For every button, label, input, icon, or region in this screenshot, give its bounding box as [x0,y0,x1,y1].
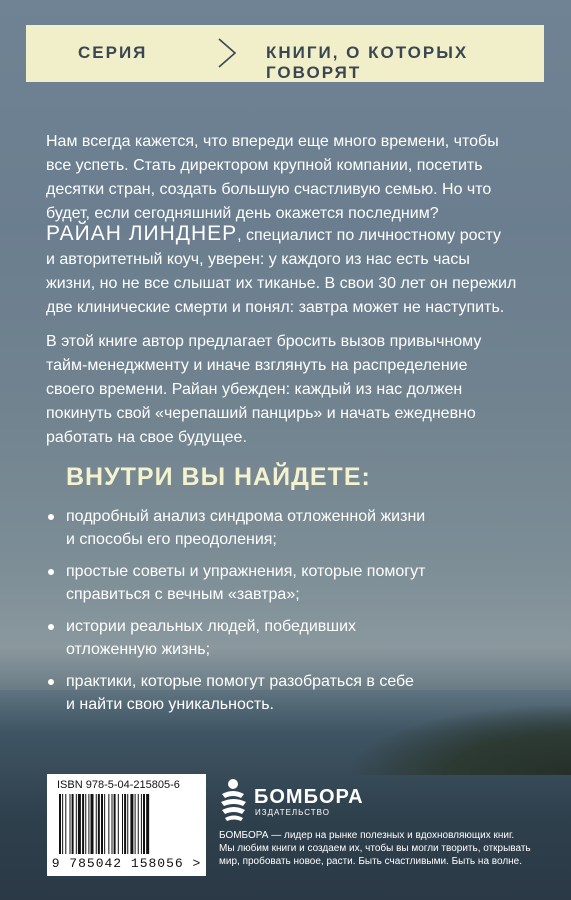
series-banner [26,25,544,82]
text-fragment: , специалист по личностному росту [237,227,501,244]
intro-paragraph [46,130,546,226]
bullet-icon [48,514,54,520]
text-line: БОМБОРА — лидер на рынке полезных и вдохновляющих книг. [219,830,515,841]
text-line: подробный анализ синдрома отложенной жизни [66,508,426,525]
text-line: все успеть. Стать директором крупной компании, посетить [46,157,483,174]
text-line: и авторитетный коуч, уверен: у каждого из нас есть часы [46,251,470,268]
text-line: В этой книге автор предлагает бросить вызов привычному [46,333,482,350]
features-list [46,505,526,725]
text-line: тайм-менеджменту и иначе взглянуть на распределение [46,357,468,374]
text-line [46,222,546,248]
series-label: СЕРИЯ [78,43,148,62]
publisher-description [219,829,549,868]
series-name: КНИГИ, О КОТОРЫХ ГОВОРЯТ [266,43,469,82]
bullet-icon [48,679,54,685]
chevron-right-icon [209,36,243,70]
text-line: практики, которые помогут разобраться в себе [66,673,414,690]
book-paragraph [46,330,546,450]
text-line: и способы его преодоления; [66,531,277,548]
text-line: Нам всегда кажется, что впереди еще много времени, чтобы [46,133,499,150]
text-line: две клинические смерти и понял: завтра может не наступить. [46,299,505,316]
bullet-icon [48,624,54,630]
list-item [46,505,526,551]
text-line: работать на свое будущее. [46,429,247,446]
text-line: десятки стран, создать большую счастливую семью. Но что [46,181,492,198]
list-item [46,560,526,606]
publisher-subtitle: ИЗДАТЕЛЬСТВО [255,808,330,817]
author-paragraph [46,222,546,320]
author-name: РАЙАН ЛИНДНЕР [46,222,238,245]
publisher-name: БОМБОРА [254,786,364,808]
text-line: покинуть свой «черепаший панцирь» и начать ежедневно [46,405,476,422]
bullet-icon [48,569,54,575]
inside-title: ВНУТРИ ВЫ НАЙДЕТЕ: [66,463,371,491]
isbn-number: ISBN 978-5-04-215805-6 [57,779,180,791]
text-line: истории реальных людей, победивших [66,618,357,635]
text-line: отложенную жизнь; [66,641,211,658]
text-line: Мы любим книги и создаем их, чтобы вы могли творить, открывать [219,843,531,854]
barcode-digits: 9 785042 158056 > [51,856,202,871]
list-item [46,670,526,716]
text-line: справиться с вечным «завтра»; [66,586,300,603]
text-line: простые советы и упражнения, которые помогут [66,563,426,580]
text-line: мир, пробовать новое, расти. Быть счастливыми. Быть на волне. [219,856,523,867]
text-line: жизни, но не все слышат их тиканье. В свои 30 лет он пережил [46,275,517,292]
text-line: своего времени. Райан убежден: каждый из нас должен [46,381,463,398]
barcode-icon [59,794,199,854]
barcode-box [47,774,206,876]
list-item [46,615,526,661]
text-line: будет, если сегодняшний день окажется последним? [46,205,439,222]
text-line: и найти свою уникальность. [66,696,274,713]
bombora-logo-icon [219,778,249,822]
